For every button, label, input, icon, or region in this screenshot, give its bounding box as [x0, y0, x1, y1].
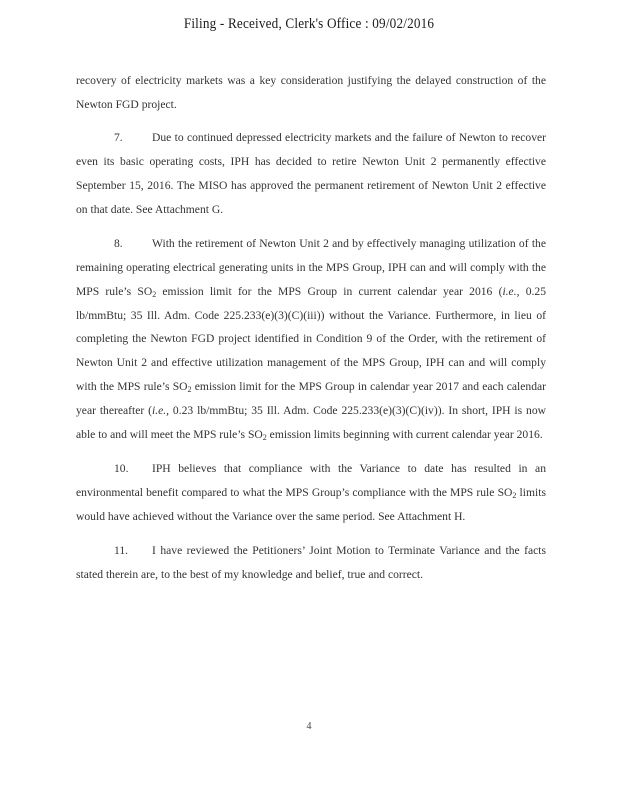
paragraph-p10 — [76, 457, 546, 528]
paragraph-text: IPH believes that compliance with the Variance to date has resulted in an environmental benefit compared to what the MPS Group’s compliance with the MPS rule SO — [76, 461, 546, 499]
paragraph-number: 10. — [114, 461, 129, 475]
subscript: 2 — [187, 384, 192, 394]
paragraph-text: limits would have achieved without the Variance over the same period. See Attachment H. — [76, 485, 546, 523]
italic-text: i.e., — [502, 284, 520, 298]
paragraph-number: 8. — [114, 237, 123, 251]
paragraph-text: emission limit for the MPS Group in calendar year 2017 and each calendar year thereafter ( — [76, 379, 547, 417]
paragraph-number: 11. — [114, 543, 129, 557]
document-body — [76, 69, 546, 597]
paragraph-text: emission limit for the MPS Group in current calendar year 2016 ( — [156, 284, 503, 298]
filing-stamp-header: Filing - Received, Clerk's Office : 09/02/2016 — [183, 16, 435, 32]
page-number: 4 — [306, 721, 312, 732]
paragraph-text: 0.23 lb/mmBtu; 35 Ill. Adm. Code 225.233(e)(3)(C)(iv)). In short, IPH is now able to and will meet the MPS rule’s SO — [76, 403, 546, 441]
paragraph-p7 — [76, 126, 546, 221]
paragraph-p11 — [76, 539, 546, 587]
paragraph-text: emission limits beginning with current calendar year 2016. — [266, 427, 543, 441]
subscript: 2 — [512, 490, 517, 500]
paragraph-number: 7. — [114, 131, 123, 145]
subscript: 2 — [262, 432, 267, 442]
paragraph-text: I have reviewed the Petitioners’ Joint Motion to Terminate Variance and the facts stated therein are, to the best of my knowledge and belief, true and correct. — [76, 543, 546, 581]
italic-text: i.e., — [151, 403, 170, 417]
paragraph-text: 0.25 lb/mmBtu; 35 Ill. Adm. Code 225.233(e)(3)(C)(iii)) without the Variance. Furthermore, in lieu of completing the Newton FGD project identified in Condition 9 of the Order, with the retirement of Newton Unit 2 and effective utilization management of the MPS Group, IPH can and will comply with the MPS rule’s SO — [76, 284, 546, 393]
subscript: 2 — [152, 289, 157, 299]
paragraph-text: recovery of electricity markets was a key consideration justifying the delayed construction of the Newton FGD project. — [76, 74, 546, 111]
paragraph-text: Due to continued depressed electricity markets and the failure of Newton to recover even its basic operating costs, IPH has decided to retire Newton Unit 2 permanently effective September 15, 2016. The MISO has approved the permanent retirement of Newton Unit 2 effective on that date. See Attachment G. — [76, 131, 546, 216]
paragraph-cont — [76, 69, 546, 117]
paragraph-text: With the retirement of Newton Unit 2 and by effectively managing utilization of the remaining operating electrical generating units in the MPS Group, IPH can and will comply with the MPS rule’s SO — [76, 237, 546, 298]
paragraph-p8 — [76, 232, 546, 446]
